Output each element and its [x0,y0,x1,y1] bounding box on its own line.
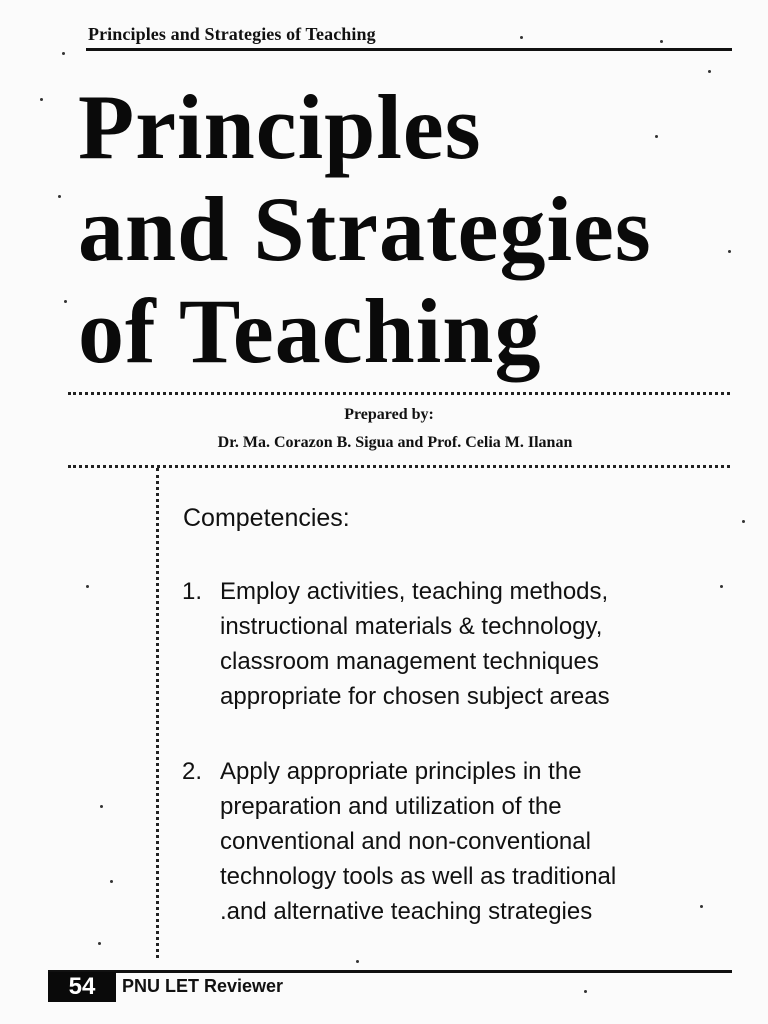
scan-speck [742,520,745,523]
competency-line: conventional and non-conventional [220,828,591,855]
scan-speck [584,990,587,993]
competency-line: instructional materials & technology, [220,613,603,640]
page-number-badge: 54 [48,972,116,1002]
competency-line: preparation and utilization of the [220,793,562,820]
scan-speck [62,52,65,55]
competency-item-2 [178,754,718,929]
chapter-title [78,76,738,382]
competencies-list [178,574,718,929]
competency-line: Employ activities, teaching methods, [220,578,609,605]
title-line-2: and Strategies [78,178,652,280]
competency-line: appropriate for chosen subject areas [220,683,610,710]
competency-line: .and alternative teaching strategies [220,898,593,925]
scan-speck [728,250,731,253]
competencies-heading: Competencies: [183,504,350,532]
scan-speck [356,960,359,963]
vertical-dotted-rule [156,468,159,958]
scan-speck [720,585,723,588]
scan-speck [64,300,67,303]
scan-speck [520,36,523,39]
scan-speck [708,70,711,73]
footer-book-title: PNU LET Reviewer [122,976,284,996]
competency-line: technology tools as well as traditional [220,863,617,890]
dotted-divider-top [68,392,730,395]
scan-speck [86,585,89,588]
prepared-by-label: Prepared by: [344,406,434,423]
title-line-3: of Teaching [78,280,542,382]
scan-speck [40,98,43,101]
competency-line: classroom management techniques [220,648,599,675]
competency-line: Apply appropriate principles in the [220,758,582,785]
scan-speck [100,805,103,808]
title-line-1: Principles [78,76,482,178]
scan-speck [110,880,113,883]
competency-item-1 [178,574,718,714]
running-header: Principles and Strategies of Teaching [88,24,376,44]
competency-number: 1. [182,578,203,605]
scan-speck [98,942,101,945]
scan-speck [58,195,61,198]
competency-number: 2. [182,758,203,785]
footer-rule [48,970,732,973]
authors: Dr. Ma. Corazon B. Sigua and Prof. Celia M. Ilanan [217,434,573,451]
dotted-divider-bottom [68,465,730,468]
scan-speck [700,905,703,908]
scan-speck [660,40,663,43]
scan-speck [655,135,658,138]
header-rule [86,48,732,51]
